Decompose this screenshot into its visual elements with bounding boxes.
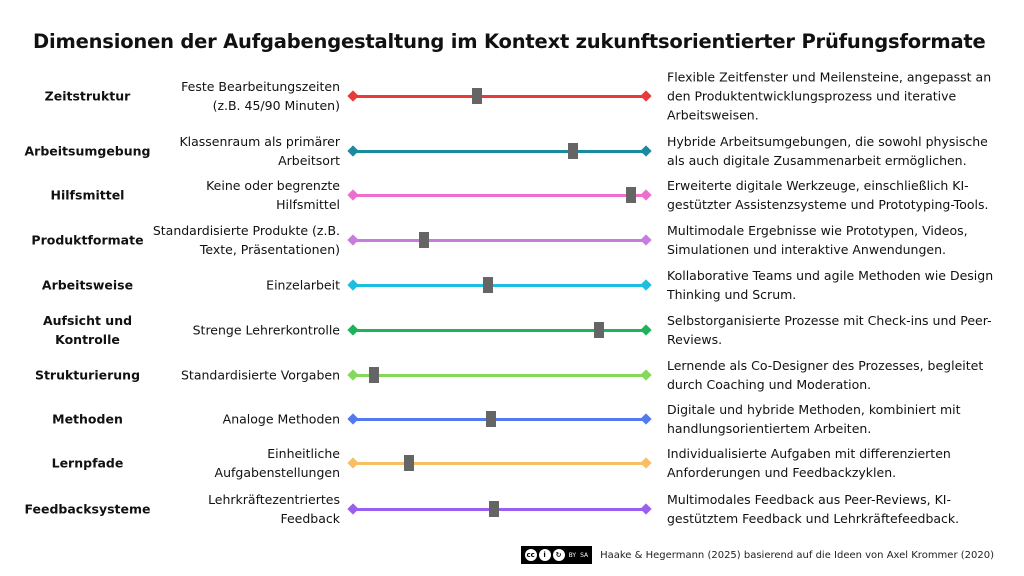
right-endpoint-diamond bbox=[640, 369, 651, 380]
position-marker[interactable] bbox=[489, 501, 499, 517]
left-endpoint-diamond bbox=[347, 324, 358, 335]
left-pole-text: Standardisierte Produkte (z.B. Texte, Präsentationen) bbox=[152, 223, 340, 257]
left-endpoint-diamond bbox=[347, 90, 358, 101]
dimension-row bbox=[0, 178, 1024, 212]
dimension-row bbox=[0, 223, 1024, 257]
position-marker[interactable] bbox=[472, 88, 482, 104]
dimension-label: Produktformate bbox=[31, 232, 144, 248]
left-endpoint-diamond bbox=[347, 145, 358, 156]
dimension-label: Arbeitsumgebung bbox=[24, 143, 151, 159]
right-endpoint-diamond bbox=[640, 503, 651, 514]
right-pole-text: Selbstorganisierte Prozesse mit Check-ins und Peer-Reviews. bbox=[667, 313, 992, 347]
left-pole-text: Standardisierte Vorgaben bbox=[180, 367, 340, 383]
dimension-label: Lernpfade bbox=[51, 455, 124, 471]
license-sa-label: SA bbox=[580, 551, 589, 559]
dimension-row bbox=[0, 313, 1024, 347]
left-endpoint-diamond bbox=[347, 457, 358, 468]
attribution-text: Haake & Hegermann (2025) basierend auf die Ideen von Axel Krommer (2020) bbox=[600, 549, 994, 561]
sa-icon: ↻ bbox=[553, 549, 565, 561]
left-pole-text: Lehrkräftezentriertes Feedback bbox=[208, 492, 340, 526]
right-endpoint-diamond bbox=[640, 234, 651, 245]
right-pole-text: Flexible Zeitfenster und Meilensteine, angepasst an den Produktentwicklungsprozess und iterative Arbeitsweisen. bbox=[667, 69, 992, 123]
left-endpoint-diamond bbox=[347, 369, 358, 380]
dimension-label: Feedbacksysteme bbox=[24, 501, 151, 517]
dimension-row bbox=[0, 268, 1024, 302]
left-endpoint-diamond bbox=[347, 189, 358, 200]
position-marker[interactable] bbox=[486, 411, 496, 427]
right-endpoint-diamond bbox=[640, 413, 651, 424]
right-endpoint-diamond bbox=[640, 145, 651, 156]
dimension-label: Strukturierung bbox=[34, 367, 141, 383]
position-marker[interactable] bbox=[419, 232, 429, 248]
position-marker[interactable] bbox=[483, 277, 493, 293]
dimension-label: Zeitstruktur bbox=[44, 88, 131, 104]
right-endpoint-diamond bbox=[640, 90, 651, 101]
dimension-label: Aufsicht und Kontrolle bbox=[42, 313, 133, 347]
right-pole-text: Erweiterte digitale Werkzeuge, einschließlich KI-gestützter Assistenzsysteme und Prototyping-Tools. bbox=[667, 178, 989, 212]
right-pole-text: Multimodale Ergebnisse wie Prototypen, Videos, Simulationen und interaktive Anwendungen. bbox=[667, 223, 968, 257]
right-endpoint-diamond bbox=[640, 457, 651, 468]
right-pole-text: Lernende als Co-Designer des Prozesses, begleitet durch Coaching und Moderation. bbox=[667, 358, 984, 392]
left-endpoint-diamond bbox=[347, 234, 358, 245]
right-endpoint-diamond bbox=[640, 279, 651, 290]
scale-track bbox=[354, 150, 646, 153]
left-pole-text: Feste Bearbeitungszeiten (z.B. 45/90 Minuten) bbox=[181, 79, 340, 113]
footer bbox=[521, 544, 994, 566]
right-pole-text: Kollaborative Teams und agile Methoden wie Design Thinking und Scrum. bbox=[667, 268, 994, 302]
license-by-label: BY bbox=[568, 551, 577, 559]
dimension-row bbox=[0, 358, 1024, 392]
dimension-row bbox=[0, 402, 1024, 436]
left-endpoint-diamond bbox=[347, 413, 358, 424]
cc-icon: cc bbox=[526, 551, 535, 559]
position-marker[interactable] bbox=[404, 455, 414, 471]
dimension-row bbox=[0, 446, 1024, 480]
left-pole-text: Einzelarbeit bbox=[266, 277, 340, 293]
scale-track bbox=[354, 374, 646, 377]
diagram-title: Dimensionen der Aufgabengestaltung im Kontext zukunftsorientierter Prüfungsformate bbox=[33, 30, 986, 53]
dimension-row bbox=[0, 69, 1024, 123]
scale-track bbox=[354, 508, 646, 511]
right-pole-text: Multimodales Feedback aus Peer-Reviews, KI-gestütztem Feedback und Lehrkräftefeedback. bbox=[667, 492, 960, 526]
scale-track bbox=[354, 418, 646, 421]
left-pole-text: Keine oder begrenzte Hilfsmittel bbox=[206, 178, 340, 212]
left-endpoint-diamond bbox=[347, 279, 358, 290]
position-marker[interactable] bbox=[369, 367, 379, 383]
right-pole-text: Hybride Arbeitsumgebungen, die sowohl physische als auch digitale Zusammenarbeit ermöglichen. bbox=[667, 134, 988, 168]
by-icon: i bbox=[539, 549, 551, 561]
dimension-label: Arbeitsweise bbox=[41, 277, 134, 293]
right-endpoint-diamond bbox=[640, 189, 651, 200]
left-pole-text: Analoge Methoden bbox=[222, 411, 340, 427]
scale-track bbox=[354, 462, 646, 465]
right-pole-text: Digitale und hybride Methoden, kombiniert mit handlungsorientiertem Arbeiten. bbox=[667, 402, 961, 436]
left-endpoint-diamond bbox=[347, 503, 358, 514]
position-marker[interactable] bbox=[568, 143, 578, 159]
scale-track bbox=[354, 194, 646, 197]
scale-track bbox=[354, 95, 646, 98]
dimension-row bbox=[0, 492, 1024, 526]
scale-track bbox=[354, 284, 646, 287]
dimension-label: Hilfsmittel bbox=[50, 187, 125, 203]
right-pole-text: Individualisierte Aufgaben mit differenzierten Anforderungen und Feedbackzyklen. bbox=[667, 446, 951, 480]
dimension-label: Methoden bbox=[52, 411, 123, 427]
position-marker[interactable] bbox=[626, 187, 636, 203]
cc-license-badge[interactable] bbox=[521, 546, 592, 564]
left-pole-text: Klassenraum als primärer Arbeitsort bbox=[179, 134, 340, 168]
right-endpoint-diamond bbox=[640, 324, 651, 335]
left-pole-text: Strenge Lehrerkontrolle bbox=[192, 322, 340, 338]
left-pole-text: Einheitliche Aufgabenstellungen bbox=[214, 446, 340, 480]
scale-track bbox=[354, 239, 646, 242]
dimension-row bbox=[0, 134, 1024, 168]
position-marker[interactable] bbox=[594, 322, 604, 338]
